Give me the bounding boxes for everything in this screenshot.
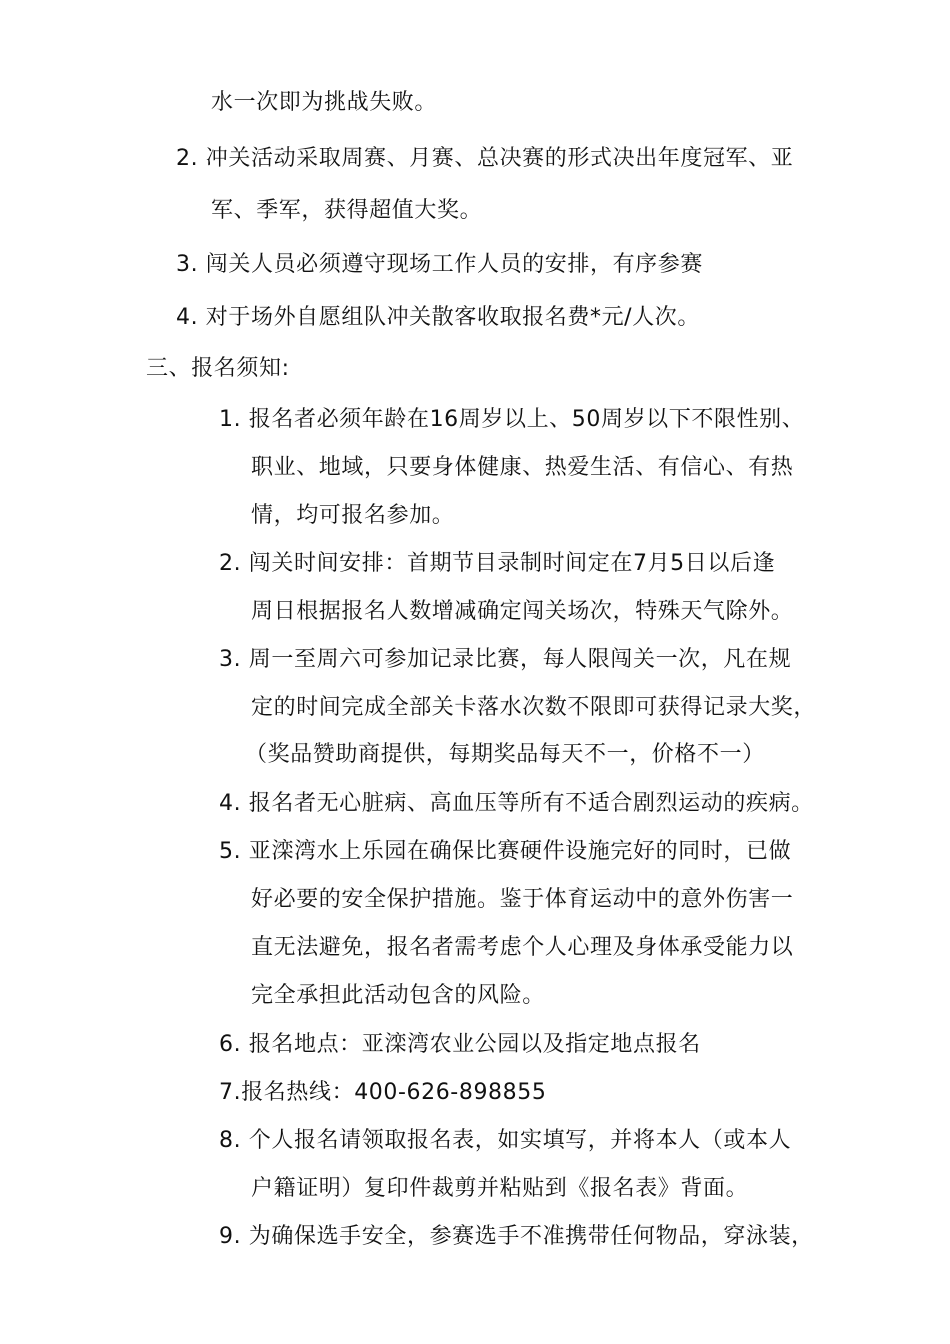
text-line: 定的时间完成全部关卡落水次数不限即可获得记录大奖， — [251, 695, 817, 720]
text-line: （奖品赞助商提供，每期奖品每天不一，价格不一） — [245, 742, 765, 767]
list-item: 6. 报名地点：亚滦湾农业公园以及指定地点报名 — [219, 1032, 701, 1057]
list-item: 2. 闯关时间安排：首期节目录制时间定在7月5日以后逢 — [219, 551, 776, 576]
list-item: 1. 报名者必须年龄在16周岁以上、50周岁以下不限性别、 — [219, 407, 805, 432]
list-item: 7.报名热线：400-626-898855 — [219, 1080, 547, 1105]
list-item: 8. 个人报名请领取报名表，如实填写，并将本人（或本人 — [219, 1128, 792, 1153]
list-item: 2. 冲关活动采取周赛、月赛、总决赛的形式决出年度冠军、亚 — [176, 146, 794, 171]
list-item: 9. 为确保选手安全，参赛选手不准携带任何物品，穿泳装， — [219, 1224, 814, 1249]
text-line: 直无法避免，报名者需考虑个人心理及身体承受能力以 — [251, 935, 794, 960]
text-line: 情，均可报名参加。 — [251, 503, 455, 528]
section-heading: 三、报名须知: — [146, 356, 290, 381]
text-line: 好必要的安全保护措施。鉴于体育运动中的意外伤害一 — [251, 887, 794, 912]
list-item: 3. 闯关人员必须遵守现场工作人员的安排，有序参赛 — [176, 252, 703, 277]
list-item: 5. 亚滦湾水上乐园在确保比赛硬件设施完好的同时，已做 — [219, 839, 792, 864]
list-item: 3. 周一至周六可参加记录比赛，每人限闯关一次，凡在规 — [219, 647, 792, 672]
text-line: 户籍证明）复印件裁剪并粘贴到《报名表》背面。 — [251, 1176, 749, 1201]
list-item: 4. 对于场外自愿组队冲关散客收取报名费*元/人次。 — [176, 305, 700, 330]
text-line: 完全承担此活动包含的风险。 — [251, 983, 545, 1008]
text-line: 水一次即为挑战失败。 — [211, 90, 438, 115]
text-line: 职业、地域，只要身体健康、热爱生活、有信心、有热 — [251, 455, 794, 480]
list-item: 4. 报名者无心脏病、高血压等所有不适合剧烈运动的疾病。 — [219, 791, 814, 816]
text-line: 周日根据报名人数增减确定闯关场次，特殊天气除外。 — [251, 599, 794, 624]
text-line: 军、季军，获得超值大奖。 — [211, 198, 483, 223]
